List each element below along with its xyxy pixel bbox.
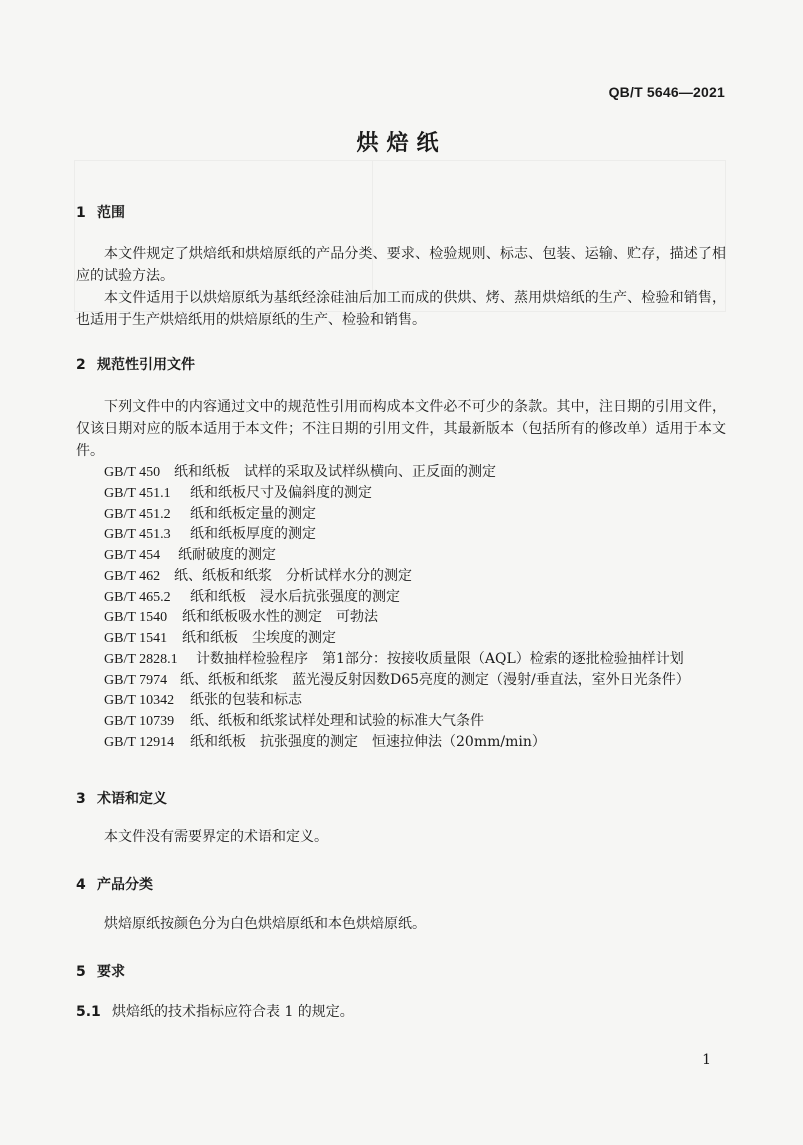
- reference-item: [104, 711, 744, 732]
- reference-code: GB/T 7974: [104, 672, 168, 688]
- section-number: 4: [76, 877, 86, 893]
- reference-item: [104, 690, 744, 711]
- normative-intro: 下列文件中的内容通过文中的规范性引用而构成本文件必不可少的条款。其中，注日期的引用文件，仅该日期对应的版本适用于本文件；不注日期的引用文件，其最新版本（包括所有的修改单）适用于本文件。: [76, 399, 726, 459]
- reference-item: [104, 524, 744, 545]
- reference-title: 纸和纸板 尘埃度的测定: [182, 630, 336, 646]
- clause-number: 5.1: [76, 1004, 101, 1020]
- standard-code: QB/T 5646—2021: [608, 84, 725, 100]
- section-heading-classification: [76, 874, 153, 894]
- reference-code: GB/T 1541: [104, 631, 168, 646]
- section-number: 1: [76, 205, 86, 221]
- reference-code: GB/T 12914: [104, 734, 175, 750]
- scope-paragraph-1: 本文件规定了烘焙纸和烘焙原纸的产品分类、要求、检验规则、标志、包装、运输、贮存，描述了相应的试验方法。: [76, 246, 726, 284]
- reference-title: 纸张的包装和标志: [190, 692, 302, 709]
- reference-item: [104, 545, 744, 566]
- reference-title: 纸耐破度的测定: [178, 547, 276, 563]
- reference-code: GB/T 450: [104, 465, 161, 480]
- reference-item: [104, 483, 744, 504]
- section-title: 规范性引用文件: [97, 357, 195, 373]
- reference-code: GB/T 451.2: [104, 506, 171, 522]
- reference-code: GB/T 451.3: [104, 527, 171, 543]
- reference-title: 纸、纸板和纸浆 蓝光漫反射因数D65亮度的测定（漫射/垂直法，室外日光条件）: [180, 671, 690, 688]
- normative-reference-list: [104, 462, 744, 753]
- reference-code: GB/T 451.1: [104, 485, 171, 501]
- section-heading-normative: [76, 354, 195, 374]
- reference-title: 纸和纸板尺寸及偏斜度的测定: [190, 484, 372, 501]
- reference-code: GB/T 462: [104, 568, 161, 584]
- reference-item: [104, 607, 744, 628]
- classification-text: 烘焙原纸按颜色分为白色烘焙原纸和本色烘焙原纸。: [104, 916, 426, 932]
- reference-title: 纸和纸板定量的测定: [190, 505, 316, 522]
- page-number: 1: [702, 1052, 711, 1068]
- section-heading-requirements: [76, 961, 125, 981]
- reference-code: GB/T 454: [104, 548, 161, 563]
- reference-item: [104, 670, 744, 691]
- reference-item: [104, 628, 744, 649]
- section-heading-scope: [76, 202, 125, 222]
- section-title: 术语和定义: [97, 791, 167, 807]
- reference-title: 纸、纸板和纸浆 分析试样水分的测定: [174, 567, 412, 584]
- reference-item: [104, 504, 744, 525]
- reference-title: 纸和纸板吸水性的测定 可勃法: [182, 609, 378, 626]
- section-title: 要求: [97, 964, 125, 980]
- reference-code: GB/T 10739: [104, 714, 175, 729]
- reference-code: GB/T 1540: [104, 610, 168, 626]
- section-title: 产品分类: [97, 877, 153, 893]
- section-number: 3: [76, 791, 86, 807]
- section-heading-terms: [76, 788, 167, 808]
- clause-5-1: [76, 1001, 354, 1021]
- scope-paragraph-2: 本文件适用于以烘焙原纸为基纸经涂硅油后加工而成的供烘、烤、蒸用烘焙纸的生产、检验和销售，也适用于生产烘焙纸用的烘焙原纸的生产、检验和销售。: [76, 290, 726, 328]
- reference-item: [104, 649, 744, 670]
- section-number: 5: [76, 964, 86, 980]
- reference-title: 纸、纸板和纸浆试样处理和试验的标准大气条件: [190, 713, 484, 729]
- reference-item: [104, 566, 744, 587]
- reference-item: [104, 462, 744, 483]
- reference-title: 纸和纸板 试样的采取及试样纵横向、正反面的测定: [174, 464, 496, 480]
- terms-text: 本文件没有需要界定的术语和定义。: [104, 829, 328, 845]
- reference-code: GB/T 2828.1: [104, 651, 178, 667]
- reference-item: [104, 732, 744, 753]
- reference-title: 纸和纸板 浸水后抗张强度的测定: [190, 588, 400, 605]
- reference-title: 纸和纸板厚度的测定: [190, 526, 316, 543]
- document-title: 烘焙纸: [356, 131, 447, 156]
- section-title: 范围: [97, 205, 125, 221]
- reference-item: [104, 587, 744, 608]
- reference-code: GB/T 465.2: [104, 589, 171, 605]
- reference-title: 计数抽样检验程序 第1部分：按接收质量限（AQL）检索的逐批检验抽样计划: [196, 650, 684, 667]
- reference-code: GB/T 10342: [104, 693, 175, 709]
- section-number: 2: [76, 357, 86, 373]
- clause-text: 烘焙纸的技术指标应符合表 1 的规定。: [112, 1004, 354, 1020]
- reference-title: 纸和纸板 抗张强度的测定 恒速拉伸法（20mm/min）: [190, 733, 546, 750]
